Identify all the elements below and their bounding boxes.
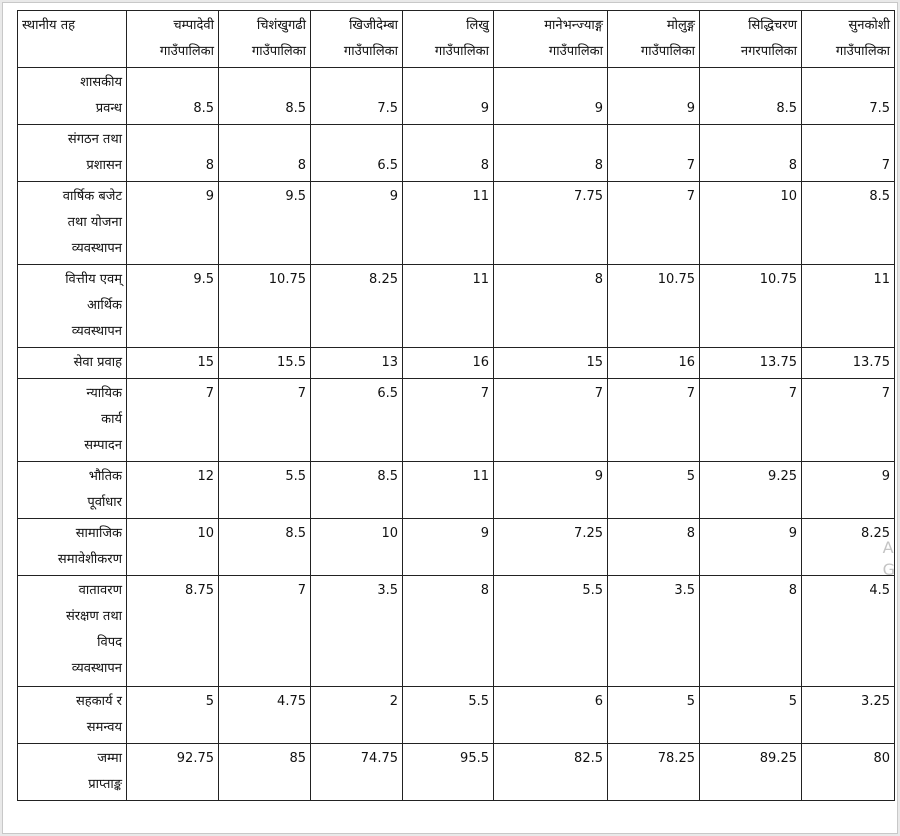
- score-cell: 3.5: [311, 576, 403, 687]
- score-cell: 4.5: [802, 576, 895, 687]
- score-cell: 4.75: [219, 687, 311, 744]
- row-label: शासकीय प्रवन्ध: [18, 68, 127, 125]
- score-cell: 8.25: [311, 265, 403, 348]
- score-cell: 78.25: [608, 744, 700, 801]
- row-label: संगठन तथा प्रशासन: [18, 125, 127, 182]
- row-label: सामाजिक समावेशीकरण: [18, 519, 127, 576]
- table-row: [18, 68, 895, 125]
- score-cell: 9: [127, 182, 219, 265]
- score-cell: 10.75: [608, 265, 700, 348]
- row-label: वित्तीय एवम् आर्थिक व्यवस्थापन: [18, 265, 127, 348]
- score-cell: 8: [494, 265, 608, 348]
- score-cell: 6.5: [311, 125, 403, 182]
- table-row: [18, 379, 895, 462]
- row-label: भौतिक पूर्वाधार: [18, 462, 127, 519]
- score-cell: 15: [127, 348, 219, 379]
- score-cell: 9: [608, 68, 700, 125]
- row-label: न्यायिक कार्य सम्पादन: [18, 379, 127, 462]
- column-header: खिजीदेम्बा गाउँपालिका: [311, 11, 403, 68]
- score-cell: 8: [494, 125, 608, 182]
- score-cell: 92.75: [127, 744, 219, 801]
- table-row: [18, 576, 895, 687]
- score-cell: 5: [127, 687, 219, 744]
- column-header: सुनकोशी गाउँपालिका: [802, 11, 895, 68]
- score-cell: 16: [608, 348, 700, 379]
- score-cell: 8: [127, 125, 219, 182]
- score-cell: 7: [608, 379, 700, 462]
- score-cell: 15: [494, 348, 608, 379]
- score-cell: 10.75: [219, 265, 311, 348]
- score-cell: 12: [127, 462, 219, 519]
- score-cell: 8: [403, 576, 494, 687]
- score-cell: 95.5: [403, 744, 494, 801]
- score-cell: 2: [311, 687, 403, 744]
- row-label: वार्षिक बजेट तथा योजना व्यवस्थापन: [18, 182, 127, 265]
- table-row: [18, 182, 895, 265]
- score-cell: 7: [494, 379, 608, 462]
- score-cell: 11: [802, 265, 895, 348]
- document-page: [2, 2, 898, 834]
- score-cell: 8: [608, 519, 700, 576]
- score-cell: 15.5: [219, 348, 311, 379]
- score-cell: 10.75: [700, 265, 802, 348]
- score-cell: 7.75: [494, 182, 608, 265]
- score-cell: 16: [403, 348, 494, 379]
- score-cell: 7.25: [494, 519, 608, 576]
- score-cell: 5.5: [403, 687, 494, 744]
- row-label: वातावरण संरक्षण तथा विपद व्यवस्थापन: [18, 576, 127, 687]
- score-cell: 7: [403, 379, 494, 462]
- score-table: [17, 10, 895, 801]
- score-cell: 80: [802, 744, 895, 801]
- column-header: मोलुङ्ग गाउँपालिका: [608, 11, 700, 68]
- score-cell: 8.5: [700, 68, 802, 125]
- score-cell: 10: [311, 519, 403, 576]
- score-cell: 82.5: [494, 744, 608, 801]
- watermark: A G: [882, 538, 895, 579]
- score-cell: 8: [700, 576, 802, 687]
- score-cell: 9: [403, 68, 494, 125]
- column-header: सिद्धिचरण नगरपालिका: [700, 11, 802, 68]
- column-header: चिशंखुगढी गाउँपालिका: [219, 11, 311, 68]
- table-row: [18, 687, 895, 744]
- score-cell: 3.25: [802, 687, 895, 744]
- score-cell: 8.75: [127, 576, 219, 687]
- score-cell: 8.5: [219, 519, 311, 576]
- corner-header: स्थानीय तह: [18, 11, 127, 68]
- score-cell: 11: [403, 182, 494, 265]
- row-label: सेवा प्रवाह: [18, 348, 127, 379]
- table-row: [18, 265, 895, 348]
- score-cell: 74.75: [311, 744, 403, 801]
- score-cell: 5: [608, 687, 700, 744]
- row-label: जम्मा प्राप्ताङ्क: [18, 744, 127, 801]
- score-cell: 7: [219, 379, 311, 462]
- score-cell: 6.5: [311, 379, 403, 462]
- score-cell: 9: [311, 182, 403, 265]
- score-cell: 8: [219, 125, 311, 182]
- header-row: [18, 11, 895, 68]
- table-row: [18, 519, 895, 576]
- score-cell: 5: [608, 462, 700, 519]
- row-label: सहकार्य र समन्वय: [18, 687, 127, 744]
- score-cell: 9: [494, 68, 608, 125]
- score-cell: 13: [311, 348, 403, 379]
- score-cell: 11: [403, 462, 494, 519]
- column-header: चम्पादेवी गाउँपालिका: [127, 11, 219, 68]
- score-cell: 7: [608, 182, 700, 265]
- score-cell: 9: [403, 519, 494, 576]
- score-cell: 9: [700, 519, 802, 576]
- score-cell: 7: [127, 379, 219, 462]
- score-cell: 8: [403, 125, 494, 182]
- score-cell: 7: [700, 379, 802, 462]
- table-row: [18, 125, 895, 182]
- score-cell: 9.5: [219, 182, 311, 265]
- score-cell: 8: [700, 125, 802, 182]
- score-cell: 7: [608, 125, 700, 182]
- score-cell: 5.5: [494, 576, 608, 687]
- score-cell: 9.25: [700, 462, 802, 519]
- score-cell: 9: [802, 462, 895, 519]
- table-row: [18, 348, 895, 379]
- score-cell: 10: [127, 519, 219, 576]
- score-cell: 5: [700, 687, 802, 744]
- score-cell: 10: [700, 182, 802, 265]
- score-cell: 7.5: [311, 68, 403, 125]
- score-cell: 6: [494, 687, 608, 744]
- score-cell: 9: [494, 462, 608, 519]
- score-cell: 8.25: [802, 519, 895, 576]
- column-header: मानेभन्ज्याङ्ग गाउँपालिका: [494, 11, 608, 68]
- score-cell: 8.5: [802, 182, 895, 265]
- column-header: लिखु गाउँपालिका: [403, 11, 494, 68]
- score-cell: 89.25: [700, 744, 802, 801]
- score-cell: 9.5: [127, 265, 219, 348]
- score-cell: 13.75: [700, 348, 802, 379]
- score-cell: 7: [219, 576, 311, 687]
- table-row: [18, 744, 895, 801]
- score-cell: 5.5: [219, 462, 311, 519]
- score-cell: 7: [802, 379, 895, 462]
- score-cell: 7.5: [802, 68, 895, 125]
- score-cell: 8.5: [311, 462, 403, 519]
- table-row: [18, 462, 895, 519]
- score-cell: 3.5: [608, 576, 700, 687]
- score-cell: 11: [403, 265, 494, 348]
- score-cell: 8.5: [127, 68, 219, 125]
- score-cell: 13.75: [802, 348, 895, 379]
- score-cell: 8.5: [219, 68, 311, 125]
- score-cell: 85: [219, 744, 311, 801]
- score-cell: 7: [802, 125, 895, 182]
